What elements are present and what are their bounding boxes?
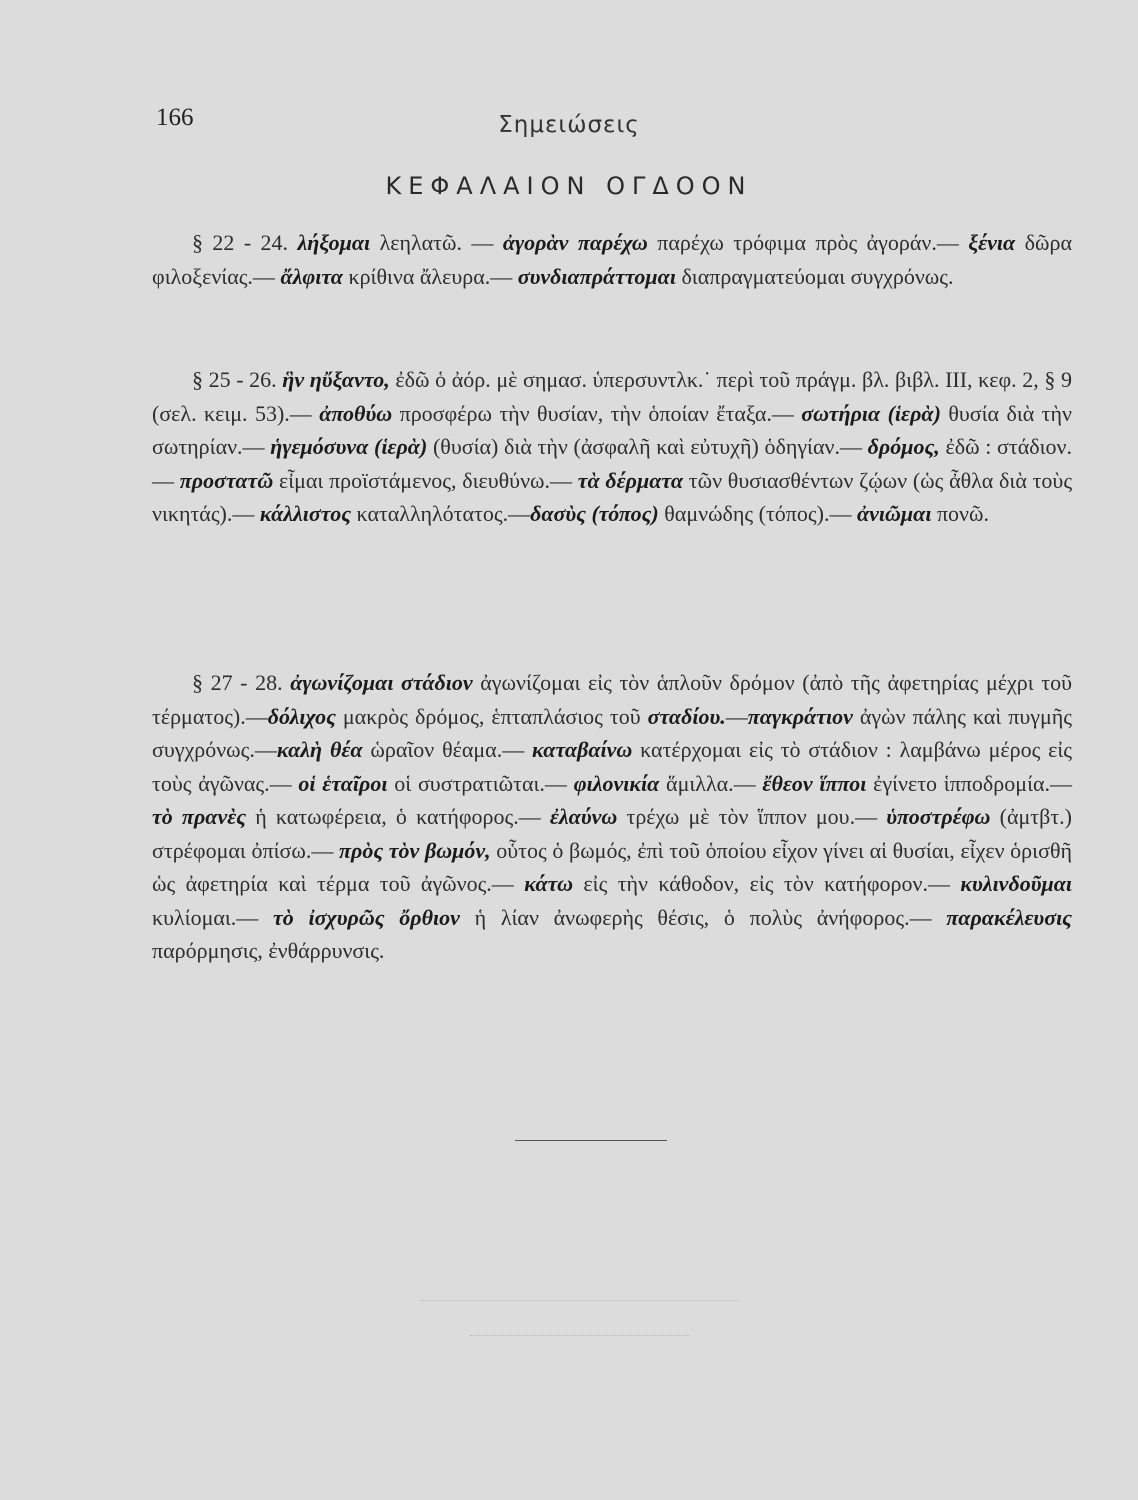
running-head: Σημειώσεις — [498, 112, 640, 138]
lemma-term: κάτω — [524, 871, 574, 896]
gloss-text: εἰς τὴν κάθοδον, εἰς τὸν κατήφορον.— — [573, 871, 961, 896]
lemma-term: ἡγεμόσυνα (ἱερὰ) — [270, 434, 428, 459]
lemma-term: προστατῶ — [179, 467, 274, 493]
gloss-text: εἶμαι προϊστάμενος, διευθύνω.— — [273, 467, 578, 493]
page-number: 166 — [156, 104, 194, 131]
bleed-through-mark — [470, 1335, 690, 1336]
gloss-text: καταλληλότατος.— — [351, 501, 531, 526]
gloss-text: θαμνώδης (τόπος).— — [658, 501, 857, 526]
lemma-term: παρακέλευσις — [946, 904, 1072, 930]
gloss-text: τῶν θυσιασθέντων ζῴων (ὡς ἆθλα διὰ τοὺς νικητάς).— — [152, 467, 1073, 526]
lemma-term: σωτήρια (ἱερὰ) — [801, 400, 941, 426]
lemma-term: ἣν ηὔξαντο, — [282, 367, 390, 392]
gloss-text: παρέχω τρόφιμα πρὸς ἀγοράν.— — [647, 230, 969, 255]
gloss-text: § 22 - 24. — [192, 230, 298, 255]
gloss-text: ἡ λίαν ἀνωφερὴς θέσις, ὁ πολὺς ἀνήφορος.— — [459, 904, 947, 930]
lemma-term: ξένια — [968, 230, 1016, 255]
gloss-text: δῶρα φιλοξενίας.— — [152, 230, 1072, 289]
gloss-text: (θυσία) διὰ τὴν (ἀσφαλῆ καὶ εὐτυχῆ) ὁδηγίαν.— — [427, 434, 868, 459]
gloss-text: (ἀμτβτ.) στρέφομαι ὀπίσω.— — [152, 804, 1072, 863]
lemma-term: λήξομαι — [297, 230, 371, 255]
gloss-text: § 25 - 26. — [192, 367, 283, 392]
lemma-term: καλὴ θέα — [276, 737, 363, 762]
gloss-text: πονῶ. — [931, 501, 989, 526]
lemma-term: συνδιαπράττομαι — [517, 263, 676, 289]
lemma-term: ἀποθύω — [319, 400, 393, 426]
gloss-text: ἡ κατωφέρεια, ὁ κατήφορος.— — [246, 804, 550, 829]
gloss-text: — — [725, 703, 748, 729]
gloss-text: τρέχω μὲ τὸν ἵππον μου.— — [617, 804, 887, 829]
lemma-term: ἀνιῶμαι — [856, 501, 932, 526]
gloss-text: ἐγίνετο ἱπποδρομία.— — [866, 770, 1073, 796]
gloss-text: προσφέρω τὴν θυσίαν, τὴν ὁποίαν ἔταξα.— — [392, 400, 802, 426]
lemma-term: ἔθεον ἵπποι — [762, 770, 867, 796]
lemma-term: δασὺς (τόπος) — [530, 501, 659, 526]
lemma-term: ἐλαύνω — [549, 804, 618, 829]
gloss-text: οὗτος ὁ βωμός, ἐπὶ τοῦ ὁποίου εἶχον γίνει αἱ θυσίαι, εἶχεν ὁρισθῆ ὡς ἀφετηρία καὶ τέρμα τοῦ ἀγῶνος.— — [152, 837, 1072, 896]
notes-paragraph-25-26 — [152, 363, 1072, 531]
gloss-text: θυσία διὰ τὴν σωτηρίαν.— — [152, 400, 1072, 459]
gloss-text: ἀγωνίζομαι εἰς τὸν ἁπλοῦν δρόμον (ἀπὸ τῆς ἀφετηρίας μέχρι τοῦ τέρματος).— — [152, 670, 1073, 729]
gloss-text: ἀγὼν πάλης καὶ πυγμῆς συγχρόνως.— — [152, 703, 1072, 762]
gloss-text: λεηλατῶ. — — [370, 230, 503, 255]
lemma-term: πρὸς τὸν βωμόν, — [339, 837, 491, 863]
gloss-text: ἐδῶ ὁ ἀόρ. μὲ σημασ. ὑπερσυντλκ.˙ περὶ τοῦ πράγμ. βλ. βιβλ. ΙΙΙ, κεφ. 2, § 9 (σελ. κειμ. 53).— — [152, 367, 1073, 426]
lemma-term: τὰ δέρματα — [577, 467, 684, 493]
gloss-text: § 27 - 28. — [192, 670, 291, 695]
lemma-term: ἀγωνίζομαι στάδιον — [290, 670, 473, 695]
lemma-term: ἄλφιτα — [280, 263, 343, 289]
gloss-text: ἅμιλλα.— — [659, 770, 763, 796]
bleed-through-mark — [420, 1300, 740, 1301]
lemma-term: ἀγορὰν παρέχω — [502, 230, 648, 255]
notes-paragraph-27-28 — [152, 666, 1072, 968]
gloss-text: κρίθινα ἄλευρα.— — [342, 263, 518, 289]
lemma-term: δόλιχος — [267, 703, 336, 729]
chapter-title: ΚΕΦΑΛΑΙΟΝ ΟΓΔΟΟΝ — [385, 172, 753, 200]
notes-paragraph-22-24 — [152, 226, 1072, 293]
gloss-text: ἐδῶ : στάδιον. — — [152, 434, 1073, 493]
lemma-term: ὑποστρέφω — [886, 804, 991, 829]
lemma-term: δρόμος, — [867, 434, 940, 459]
lemma-term: φιλονικία — [573, 770, 660, 796]
lemma-term: παγκράτιον — [747, 703, 853, 729]
lemma-term: κάλλιστος — [259, 501, 352, 526]
gloss-text: κατέρχομαι εἰς τὸ στάδιον : λαμβάνω μέρος εἰς τοὺς ἀγῶνας.— — [152, 737, 1072, 796]
gloss-text: κυλίομαι.— — [152, 904, 274, 930]
lemma-term: τὸ πρανὲς — [152, 804, 247, 829]
gloss-text: ὡραῖον θέαμα.— — [362, 737, 533, 762]
lemma-term: οἱ ἑταῖροι — [298, 770, 388, 796]
lemma-term: καταβαίνω — [532, 737, 633, 762]
gloss-text: οἱ συστρατιῶται.— — [387, 770, 574, 796]
lemma-term: τὸ ἰσχυρῶς ὄρθιον — [273, 904, 460, 930]
lemma-term: κυλινδοῦμαι — [960, 871, 1073, 896]
gloss-text: παρόρμησις, ἐνθάρρυνσις. — [152, 938, 385, 963]
lemma-term: σταδίου. — [647, 703, 726, 729]
section-divider-rule — [515, 1140, 667, 1141]
gloss-text: διαπραγματεύομαι συγχρόνως. — [675, 263, 954, 289]
gloss-text: μακρὸς δρόμος, ἑπταπλάσιος τοῦ — [335, 703, 648, 729]
